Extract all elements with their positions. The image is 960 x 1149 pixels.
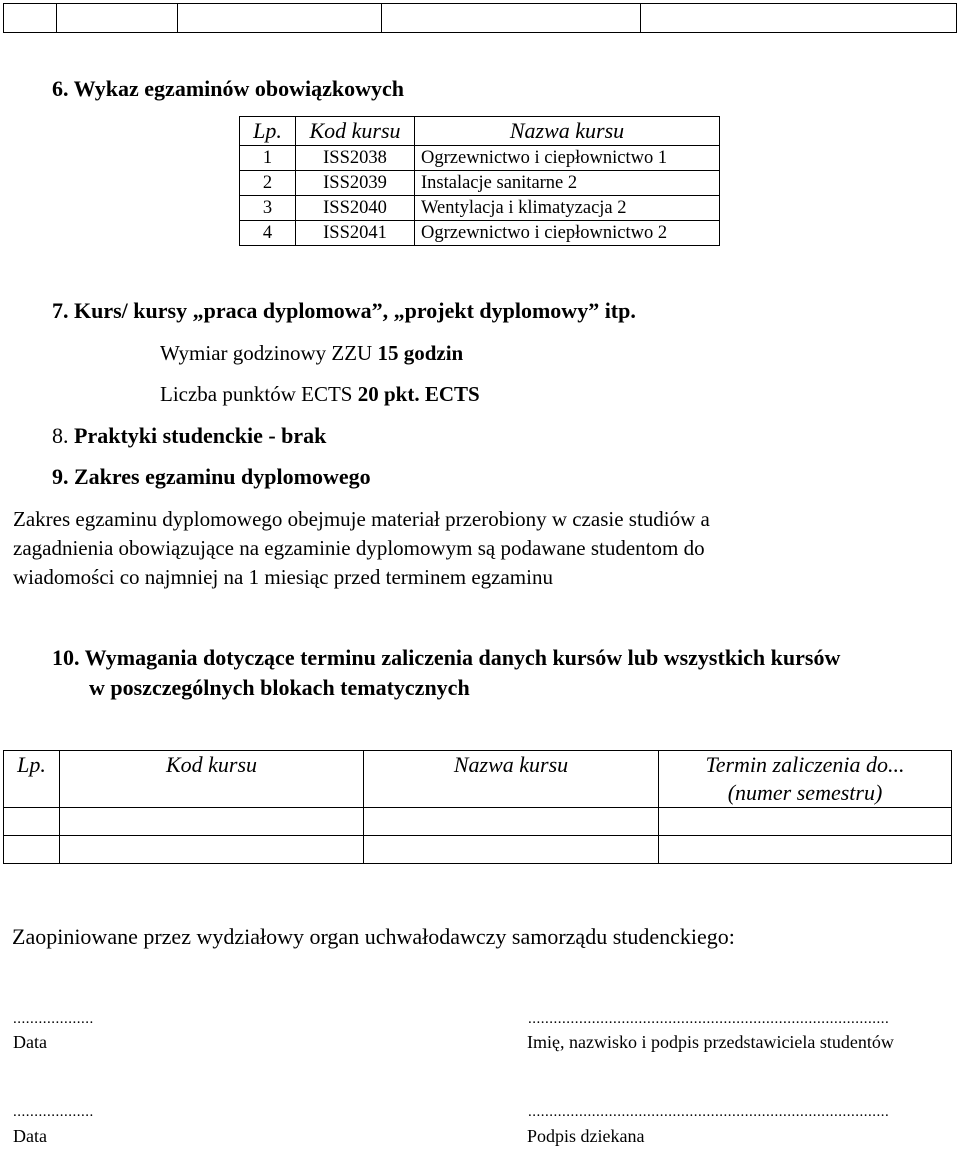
table-row (240, 146, 720, 171)
col-header-deadline (659, 751, 952, 808)
signature-dots-dean: ..................................................................................... (528, 1104, 890, 1120)
col-header-lp: Lp. (240, 117, 296, 146)
cell-name: Instalacje sanitarne 2 (415, 171, 720, 196)
empty-cell (364, 836, 659, 864)
opinion-text: Zaopiniowane przez wydziałowy organ uchwałodawczy samorządu studenckiego: (12, 924, 735, 949)
exam-table-header (240, 117, 720, 146)
date-label-1: Data (13, 1032, 47, 1052)
date-label-2: Data (13, 1126, 47, 1146)
col-header-lp: Lp. (4, 751, 60, 808)
empty-cell (364, 808, 659, 836)
paragraph-line: wiadomości co najmniej na 1 miesiąc przed terminem egzaminu (13, 565, 553, 589)
table-row (240, 171, 720, 196)
strip-cell (641, 4, 957, 33)
section-10-heading (52, 643, 840, 703)
table-row (4, 836, 952, 864)
strip-cell (4, 4, 57, 33)
ects-label: Liczba punktów ECTS (160, 382, 358, 406)
section-8-number: 8. (52, 423, 74, 448)
ects-value: 20 pkt. ECTS (357, 382, 480, 406)
date-dots-1: ................... (13, 1011, 94, 1027)
hours-value: 15 godzin (377, 341, 464, 365)
empty-cell (659, 836, 952, 864)
signature-label-dean: Podpis dziekana (527, 1126, 645, 1146)
col-header-code: Kod kursu (296, 117, 415, 146)
paragraph-line: Zakres egzaminu dyplomowego obejmuje materiał przerobiony w czasie studiów a (13, 507, 710, 531)
cell-name: Wentylacja i klimatyzacja 2 (415, 196, 720, 221)
section-9-body (13, 505, 710, 592)
cell-lp: 4 (240, 221, 296, 246)
section-7-heading: 7. Kurs/ kursy „praca dyplomowa”, „projekt dyplomowy” itp. (52, 298, 636, 323)
cell-code: ISS2038 (296, 146, 415, 171)
empty-cell (4, 836, 60, 864)
deadline-header-line2: (numer semestru) (727, 780, 883, 805)
table-row (240, 221, 720, 246)
cell-code: ISS2040 (296, 196, 415, 221)
cell-lp: 3 (240, 196, 296, 221)
signature-label-student: Imię, nazwisko i podpis przedstawiciela studentów (527, 1032, 894, 1052)
section-9-heading: 9. Zakres egzaminu dyplomowego (52, 464, 371, 489)
table-row (4, 808, 952, 836)
cell-lp: 1 (240, 146, 296, 171)
deadline-header-line1: Termin zaliczenia do... (705, 752, 905, 777)
section-8-heading (52, 423, 326, 449)
section-6-heading: 6. Wykaz egzaminów obowiązkowych (52, 76, 404, 101)
deadline-table-header (4, 751, 952, 808)
ects-line (160, 382, 480, 407)
section-10-heading-line1: 10. Wymagania dotyczące terminu zaliczenia danych kursów lub wszystkich kursów (52, 645, 841, 670)
table-row (240, 196, 720, 221)
strip-cell (178, 4, 382, 33)
date-dots-2: ................... (13, 1104, 94, 1120)
empty-cell (659, 808, 952, 836)
col-header-name: Nazwa kursu (364, 751, 659, 808)
col-header-code: Kod kursu (60, 751, 364, 808)
section-10-heading-line2: w poszczególnych blokach tematycznych (89, 675, 470, 700)
strip-cell (57, 4, 178, 33)
hours-line (160, 341, 463, 366)
cell-name: Ogrzewnictwo i ciepłownictwo 2 (415, 221, 720, 246)
cell-name: Ogrzewnictwo i ciepłownictwo 1 (415, 146, 720, 171)
cell-lp: 2 (240, 171, 296, 196)
cell-code: ISS2041 (296, 221, 415, 246)
col-header-name: Nazwa kursu (415, 117, 720, 146)
section-8-text: Praktyki studenckie - brak (74, 423, 327, 448)
strip-cell (382, 4, 641, 33)
empty-cell (60, 808, 364, 836)
paragraph-line: zagadnienia obowiązujące na egzaminie dyplomowym są podawane studentom do (13, 536, 705, 560)
empty-cell (4, 808, 60, 836)
hours-label: Wymiar godzinowy ZZU (160, 341, 378, 365)
cell-code: ISS2039 (296, 171, 415, 196)
deadline-table (3, 750, 952, 864)
signature-dots-student: ..................................................................................... (528, 1011, 890, 1027)
empty-cell (60, 836, 364, 864)
exam-table (239, 116, 720, 246)
top-table-strip (3, 3, 957, 33)
